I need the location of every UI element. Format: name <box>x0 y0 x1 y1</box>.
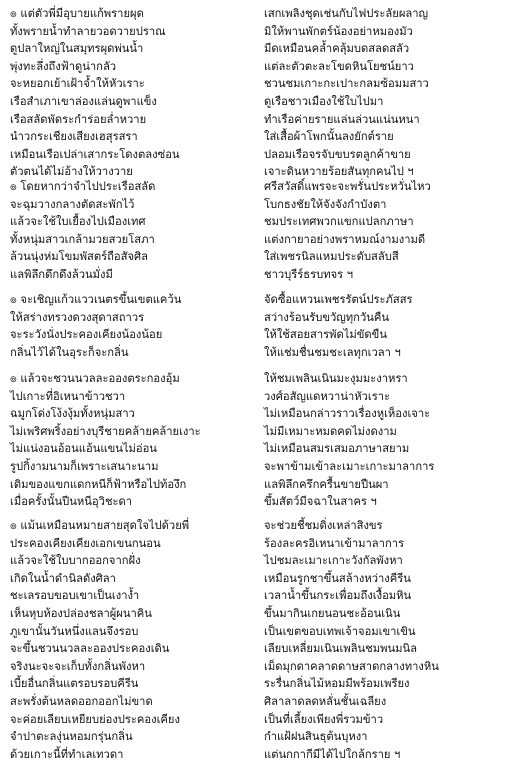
stanza-3-right-column <box>264 291 514 361</box>
verse-line: เรือสลัดพัดระกำร่อยล่ำหวาย <box>10 112 147 126</box>
verse-line: ขึ้มสัตว์มีจฉาในสาคร ฯ <box>264 495 377 509</box>
verse-line: เวลาน้ำขึ้นกระเพื่อมถึงเงื้อมหิน <box>264 589 412 603</box>
verse-line: เหมือนรูกชาขึ้นสล้างหว่างคีรีน <box>264 571 411 585</box>
verse-line: ๏ จะเชิญแก้วแววเนตรขึ้นเขตแคว้น <box>10 293 182 306</box>
verse-line: ๏ แม้นเหมือนหมายสายสุดใจไปด้วยพี่ <box>10 519 190 532</box>
verse-line: ศรีสวัสดิ์แพรจะจะพรั่นประหวั่นไหว <box>264 180 431 193</box>
verse-line: เสกเพลิงชุดเช่นกับไฟประลัยผลาญ <box>264 7 429 20</box>
stanza-3-left-column <box>10 291 260 361</box>
verse-line: ๏ แต่ตัวพี่มีอุบายแก้พรายผุด <box>10 7 144 20</box>
verse-line: แลพิลึกดึกดึงล้วนมั่งมี <box>10 267 113 281</box>
verse-line: เบี้ยอื่นกลิ่นแตรอบรอบคีรีน <box>10 677 139 691</box>
verse-line: จำปาตะลงุ่นหอมกรุ่นกลิ่น <box>10 730 133 744</box>
verse-line: ชะเลรอบขอบเขาเป็นเงาง้ำ <box>10 589 140 603</box>
verse-line: ขึ้นมากินเกยนอนชะอ้อนเนิน <box>264 606 401 620</box>
verse-line: เป็นที่เลี้ยงเพียงพี่รวมข้าว <box>264 712 384 726</box>
verse-line: เลียบเหลี่ยมเนินเพลินชมพนมนิล <box>264 642 418 656</box>
verse-line: สว่างร้อนรับขวัญทุกวันคืน <box>264 310 390 324</box>
verse-line: ไม่เพริศพริ้งอย่างบุรีชายคล้ายคล้ายเงาะ <box>10 424 201 438</box>
verse-line: ให้ชมเพลินเนินมะงุมมะงาหรา <box>264 372 408 385</box>
verse-line: ร้องละครอิเหนาเข้ามาลาการ <box>264 536 405 550</box>
verse-line: เกิดในน้ำดำนิลดังศิลา <box>10 571 116 585</box>
verse-line: ไม่แน่งอนอ้อนแอ้นแขนไม่อ่อน <box>10 442 157 456</box>
verse-line: ให้แช่มชื่นชมชะเลทุกเวลา ฯ <box>264 345 401 359</box>
verse-line: ทำเรือค่ายรายแล่นล่วนแน่นหนา <box>264 112 420 126</box>
verse-line: ระรื่นกลิ่นไม้หอมมีพร้อมเพรียง <box>264 677 410 691</box>
verse-line: เรือสำเภาเขาล่องแล่นดูพาแข็ง <box>10 94 157 108</box>
verse-line: สะพรั่งต้นหลดออกออกไม่ขาด <box>10 694 153 708</box>
stanza-4-left-column <box>10 370 260 511</box>
verse-line: ชาวบุรีร์ธรบทจร ฯ <box>264 267 353 281</box>
verse-line: จะขึ้นชวนนวลละอองประคองเดิน <box>10 642 170 656</box>
verse-line: จะระวังนั่งประคองเคียงน้องน้อย <box>10 328 163 342</box>
stanza-2-right-column <box>264 178 514 284</box>
verse-line: โบกธงชัยให้จังจังกำบังตา <box>264 197 387 211</box>
stanza-5-right-column <box>264 517 514 763</box>
verse-line: ใส่เพชรนิลแหมประดับสลับสี <box>264 250 399 264</box>
verse-line: ตัวตนได้ไม่อ้างให้วางวาย <box>10 165 133 179</box>
verse-line: ปลอมเรือจรจับขบรตลูกค้าขาย <box>264 147 411 161</box>
verse-line: กำแฝ้ฝนสินธุต้นบุหงา <box>264 730 368 744</box>
verse-line: กลิ่นไว้ได้ในอุระก็จะกลิ่น <box>10 345 129 359</box>
verse-line: เป็นเขตขอบเทพเจ้าจอมเขาเขิน <box>264 624 416 638</box>
verse-line: เม็ดมุกดาคลาดดาษสาดกลางทางหิน <box>264 659 439 673</box>
verse-line: ศิลาลาดลดหลั่นชั้นเฉลียง <box>264 694 387 708</box>
verse-line: ชมประเทศพวกแขกแปลกภาษา <box>264 215 414 229</box>
verse-line: แลพิลึกครึกครื้นขายปืนผา <box>264 477 389 491</box>
verse-line: ไม่มีเหมาะหมดคดไม่งดงาม <box>264 424 397 438</box>
verse-line: มีดเหมือนคล้ำคลุ้มบดสลดสลัว <box>264 42 410 56</box>
verse-line: วงศ์อสัญแดหวาน่าหัวเราะ <box>264 389 391 403</box>
verse-line: ล้วนนุ่งห่มโขมพัสตร์ถือสัจศิล <box>10 250 148 264</box>
verse-line: แล้วจะใช้ใบบากออกจากฝั่ง <box>10 554 141 568</box>
verse-line: แต่นกกากีมีได้ไปใกล้กราย ฯ <box>264 747 401 761</box>
verse-line: ให้สร่างทรวงดวงสุดาสถาวร <box>10 310 145 324</box>
verse-line: ใส่เสื้อผ้าโพกนั้นลงยักต์ราย <box>264 130 394 144</box>
verse-line: แต่ละตัวตะละโขดหินโยชน์ยาว <box>264 59 414 73</box>
verse-line: แล้วจะใช้ใบเยื้องไปเมืองเทศ <box>10 215 146 229</box>
verse-line: จะช่วยชี้ชมดิ่งเหล่าสิงขร <box>264 519 383 532</box>
verse-line: ประคองเคียงเคียงเอกเขนกนอน <box>10 536 161 550</box>
verse-line: ทั้งหนุ่มสาวเกล้ามวยสวยโสภา <box>10 232 155 246</box>
verse-line: ไปชมละเมาะเกาะวังกัลพังหา <box>264 554 403 568</box>
verse-line: นำวกระเชียงเสียงเฮสุรสรา <box>10 130 138 144</box>
verse-line: ไม่เหมือนสมรเสมอภาษาสยาม <box>264 442 410 456</box>
verse-line: ไม่เหมือนกล่าวราวเรื่องหูเห็องเจาะ <box>264 407 431 421</box>
verse-line: ๏ แล้วจะชวนนวลละอองตระกองอุ้ม <box>10 372 180 385</box>
verse-line: เหมือนเรือเปล่าเสากระโดงตลงซ่อน <box>10 147 180 161</box>
verse-line: ๏ โดยหากว่าจำไปประเรือสลัด <box>10 180 156 193</box>
verse-line: จะฉุมวางกลางตัดสะพักไว้ <box>10 197 135 211</box>
verse-line: เมื่อครั้งนั้นปีนหนีอุวิชะดา <box>10 495 133 509</box>
verse-line: เจาะดินหวายร้อยสันทุกคนไป ฯ <box>264 165 414 179</box>
verse-line: ทั้งพรายน้ำทำลายวอดวายปราณ <box>10 24 166 38</box>
verse-line: ชวนชมเกาะกะเปาะกลมซ้อมมสาว <box>264 77 429 91</box>
verse-line: รูปกิ้งามนามก็เพราะเสนาะนาม <box>10 459 159 473</box>
verse-line: ภูเขานั้นวันหนึ่งแลนจึงรอบ <box>10 624 139 638</box>
verse-line: จริงนะจะจะเก็บทั้งกลิ่นพังหา <box>10 659 146 673</box>
stanza-1-right-column <box>264 5 514 181</box>
verse-line: ให้ใช้สอยสารพัดไม่ขัดขืน <box>264 328 387 342</box>
verse-line: มิให้พานพักตร์น้องอย่าหมองมัว <box>264 24 413 38</box>
verse-line: ดูปลาใหญ่ในสมุทรผุดพ่นน้ำ <box>10 42 144 56</box>
verse-line: เดิมของแขกแดกหนีก็ฟ้าหรือไปท้องึก <box>10 477 187 491</box>
verse-line: จะหยอกเย้าเฝ้าจ้ำให้หัวเราะ <box>10 77 145 91</box>
verse-line: จะพาข้ามเข้าละเมาะเกาะมาลาการ <box>264 459 435 473</box>
verse-line: จัดซื้อแหวนเพชรรัตน์ประภัสสร <box>264 293 413 306</box>
verse-line: แต่งกายาอย่างพราหมณ์งามงามดี <box>264 232 426 246</box>
verse-line: จะค่อยเลียบเหยียบย่องประคองเคียง <box>10 712 180 726</box>
verse-line: ฉมูกโด่งโง้งงุ้มทั้งหนุ่มสาว <box>10 407 135 421</box>
stanza-1-left-column <box>10 5 260 181</box>
stanza-4-right-column <box>264 370 514 511</box>
stanza-5-left-column <box>10 517 260 763</box>
verse-line: ดูเรือชาวเมืองใช้ใบไปมา <box>264 94 384 108</box>
stanza-2-left-column <box>10 178 260 284</box>
verse-line: เห็นหุบห้องปล่องชลาผู้ผนาคิน <box>10 606 152 620</box>
verse-line: พุ่งทะลึ่งถึงฟ้าดูน่ากลัว <box>10 59 117 73</box>
verse-line: ไปเกาะที่อิเหนาข้าวชวา <box>10 389 126 403</box>
verse-line: ด้วยเกาะนี้ที่ทำเลเทวดา <box>10 747 124 761</box>
